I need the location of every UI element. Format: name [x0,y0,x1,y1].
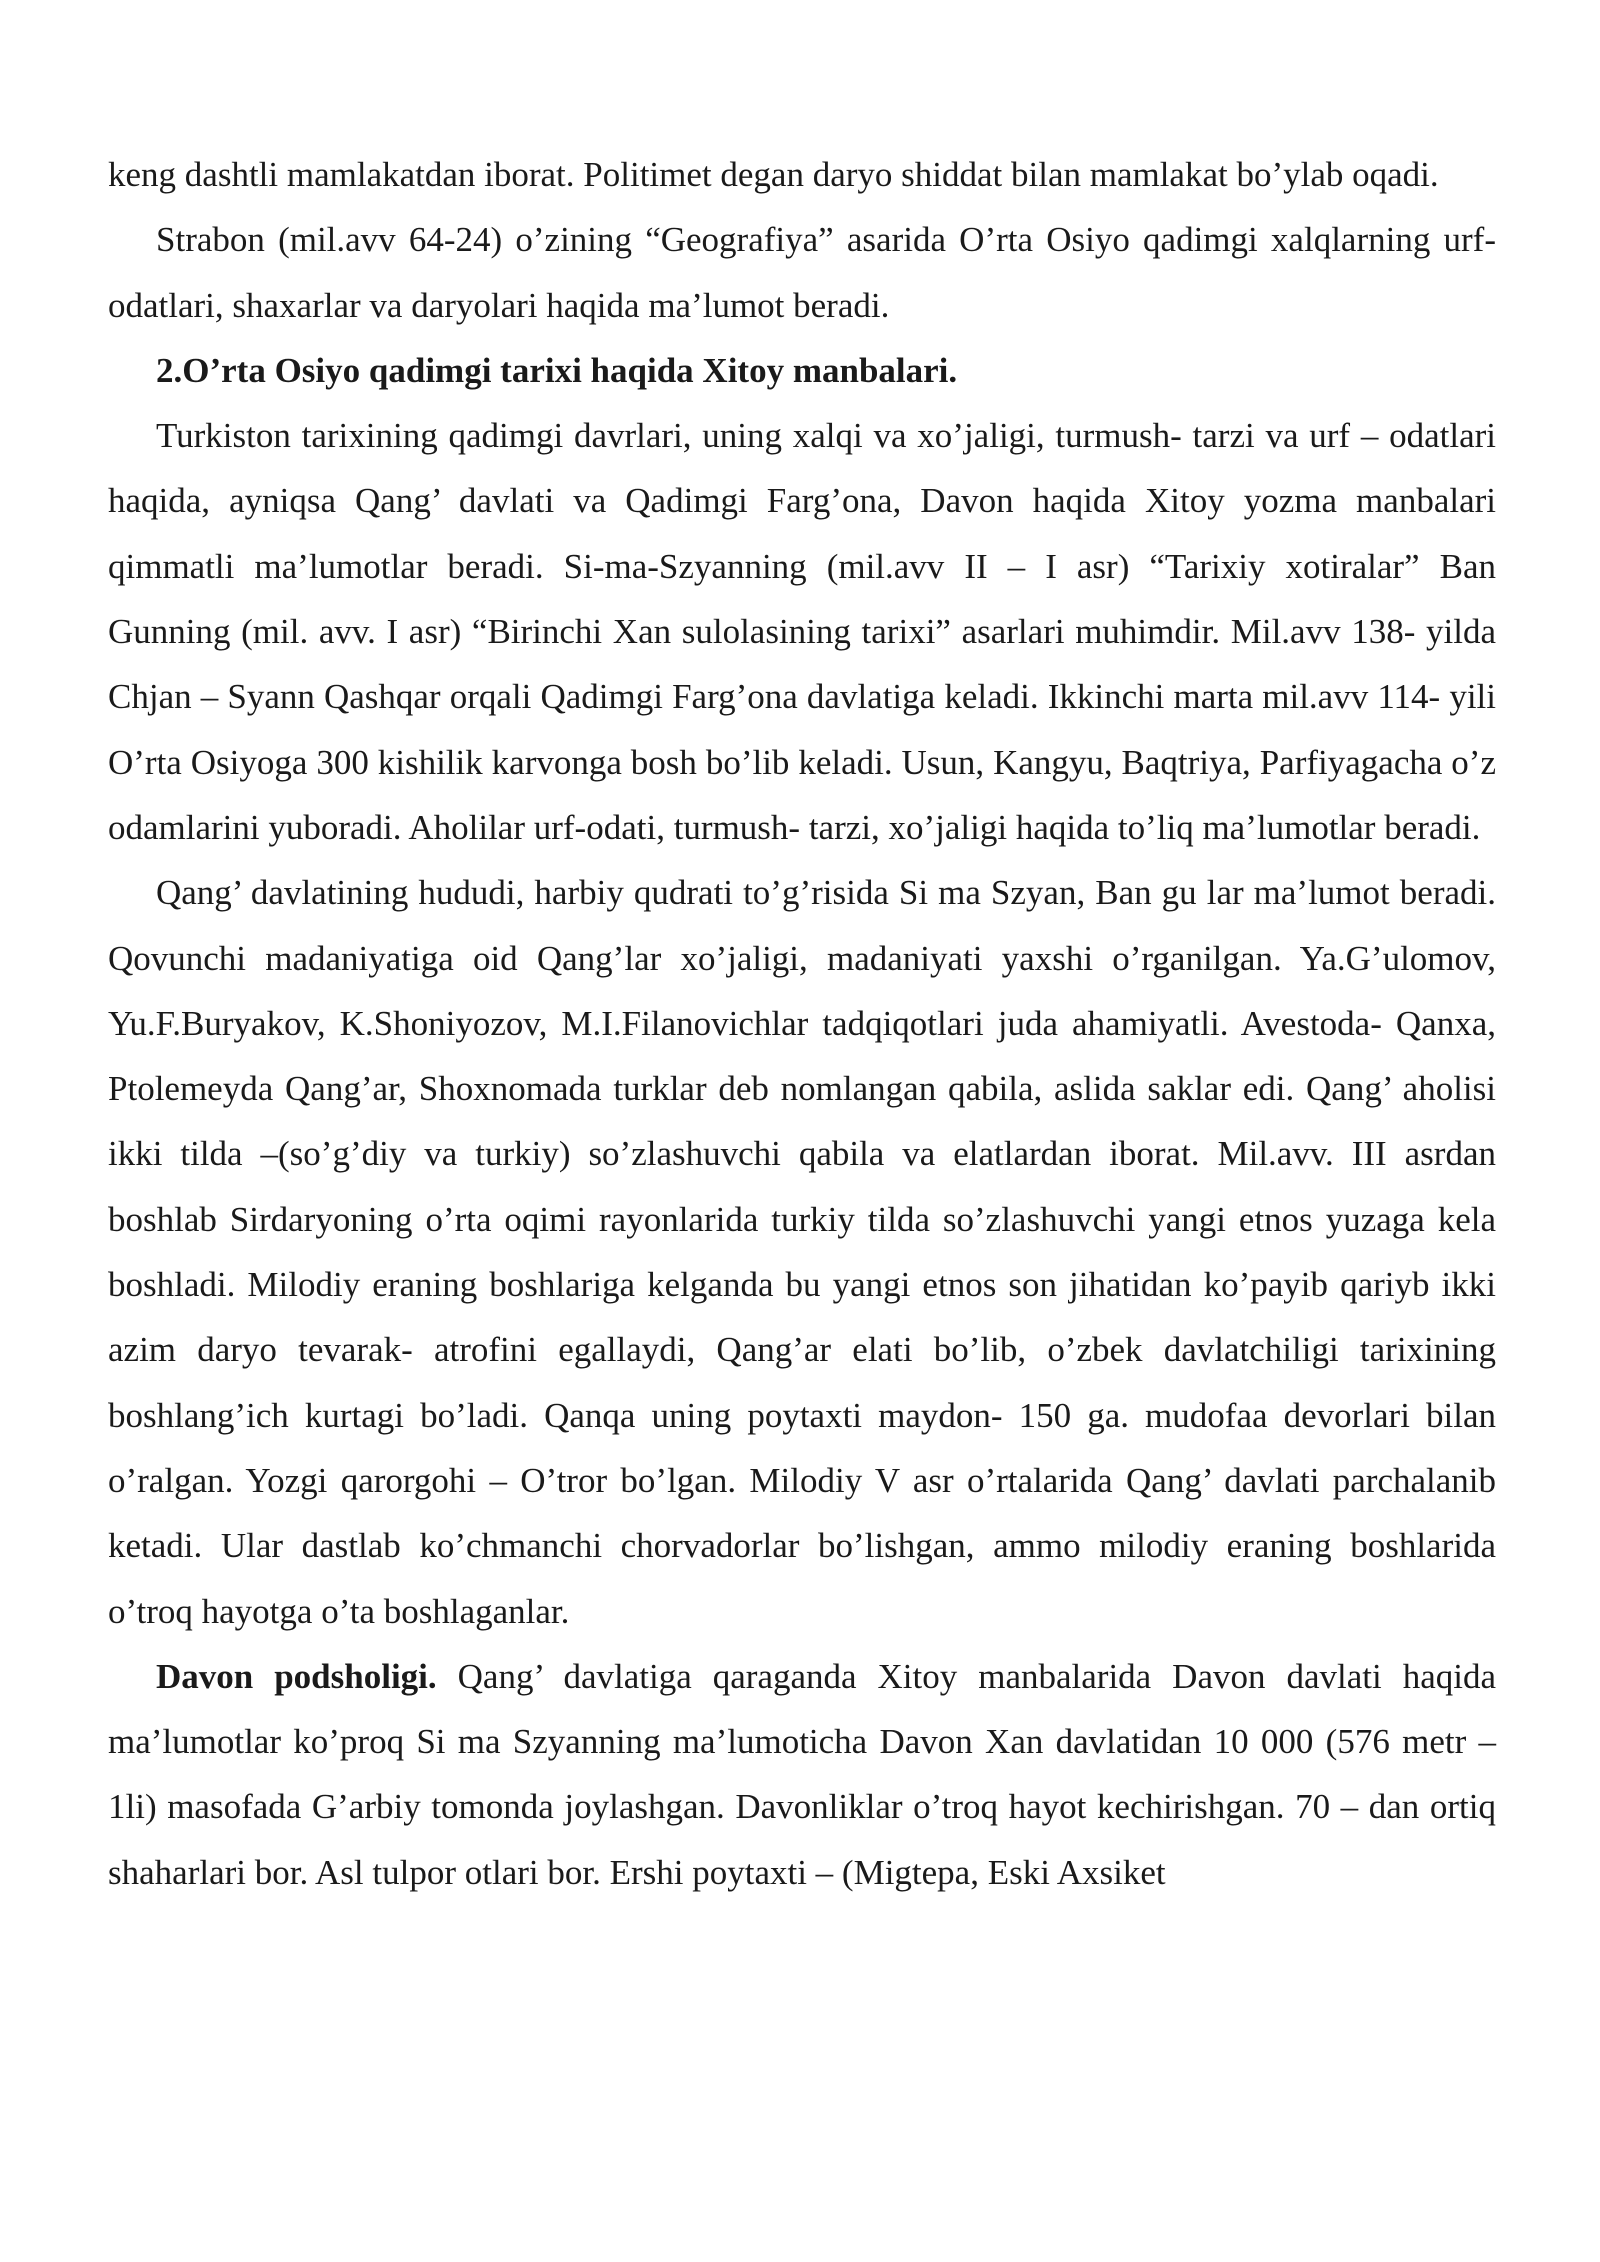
paragraph-davon [108,1644,1496,1905]
paragraph-strabon: Strabon (mil.avv 64-24) o’zining “Geografiya” asarida O’rta Osiyo qadimgi xalqlarning urf- odatlari, shaxarlar va daryolari haqida ma’lumot beradi. [108,220,1496,325]
davon-lead-heading: Davon podsholigi. [156,1656,437,1696]
paragraph-qang: Qang’ davlatining hududi, harbiy qudrati to’g’risida Si ma Szyan, Ban gu lar ma’lumot beradi. Qovunchi madaniyatiga oid Qang’lar xo’jaligi, madaniyati yaxshi o’rganilgan. Ya.G’ulomov, Yu.F.Buryakov, K.Shoniyozov, M.I.Filanovichlar tadqiqotlari juda ahamiyatli. Avestoda- Qanxa, Ptolemeyda Qang’ar, Shoxnomada turklar deb nomlangan qabila, aslida saklar edi. Qang’ aholisi ikki tilda –(so’g’diy va turkiy) so’zlashuvchi qabila va elatlardan iborat. Mil.avv. III asrdan boshlab Sirdaryoning o’rta oqimi rayonlarida turkiy tilda so’zlashuvchi yangi etnos yuzaga kela boshladi. Milodiy eraning boshlariga kelganda bu yangi etnos son jihatidan ko’payib qariyb ikki azim daryo tevarak- atrofini egallaydi, Qang’ar elati bo’lib, o’zbek davlatchiligi tarixining boshlang’ich kurtagi bo’ladi. Qanqa uning poytaxti maydon- 150 ga. mudofaa devorlari bilan o’ralgan. Yozgi qarorgohi – O’tror bo’lgan. Milodiy V asr o’rtalarida Qang’ davlati parchalanib ketadi. Ular dastlab ko’chmanchi chorvadorlar bo’lishgan, ammo milodiy eraning boshlarida o’troq hayotga o’ta boshlaganlar. [108,873,1496,1631]
section-heading: 2.O’rta Osiyo qadimgi tarixi haqida Xitoy manbalari. [156,350,958,390]
davon-text: Qang’ davlatiga qaraganda Xitoy manbalarida Davon davlati haqida ma’lumotlar ko’proq Si ma Szyanning ma’lumoticha Davon Xan davlatidan 10 000 (576 metr – 1li) masofada G’arbiy tomonda joylashgan. Davonliklar o’troq hayot kechirishgan. 70 – dan ortiq shaharlari bor. Asl tulpor otlari bor. Ershi poytaxti – (Migtepa, Eski Axsiket [108,1656,1496,1892]
paragraph-turkiston: Turkiston tarixining qadimgi davrlari, uning xalqi va xo’jaligi, turmush- tarzi va urf – odatlari haqida, ayniqsa Qang’ davlati va Qadimgi Farg’ona, Davon haqida Xitoy yozma manbalari qimmatli ma’lumotlar beradi. Si-ma-Szyanning (mil.avv II – I asr) “Tarixiy xotiralar” Ban Gunning (mil. avv. I asr) “Birinchi Xan sulolasining tarixi” asarlari muhimdir. Mil.avv 138- yilda Chjan – Syann Qashqar orqali Qadimgi Farg’ona davlatiga keladi. Ikkinchi marta mil.avv 114- yili O’rta Osiyoga 300 kishilik karvonga bosh bo’lib keladi. Usun, Kangyu, Baqtriya, Parfiyagacha o’z odamlarini yuboradi. Aholilar urf-odati, turmush- tarzi, xo’jaligi haqida to’liq ma’lumotlar beradi. [108,416,1496,847]
paragraph-continuation: keng dashtli mamlakatdan iborat. Politimet degan daryo shiddat bilan mamlakat bo’ylab oqadi. [108,155,1439,194]
document-page [108,142,1496,1905]
